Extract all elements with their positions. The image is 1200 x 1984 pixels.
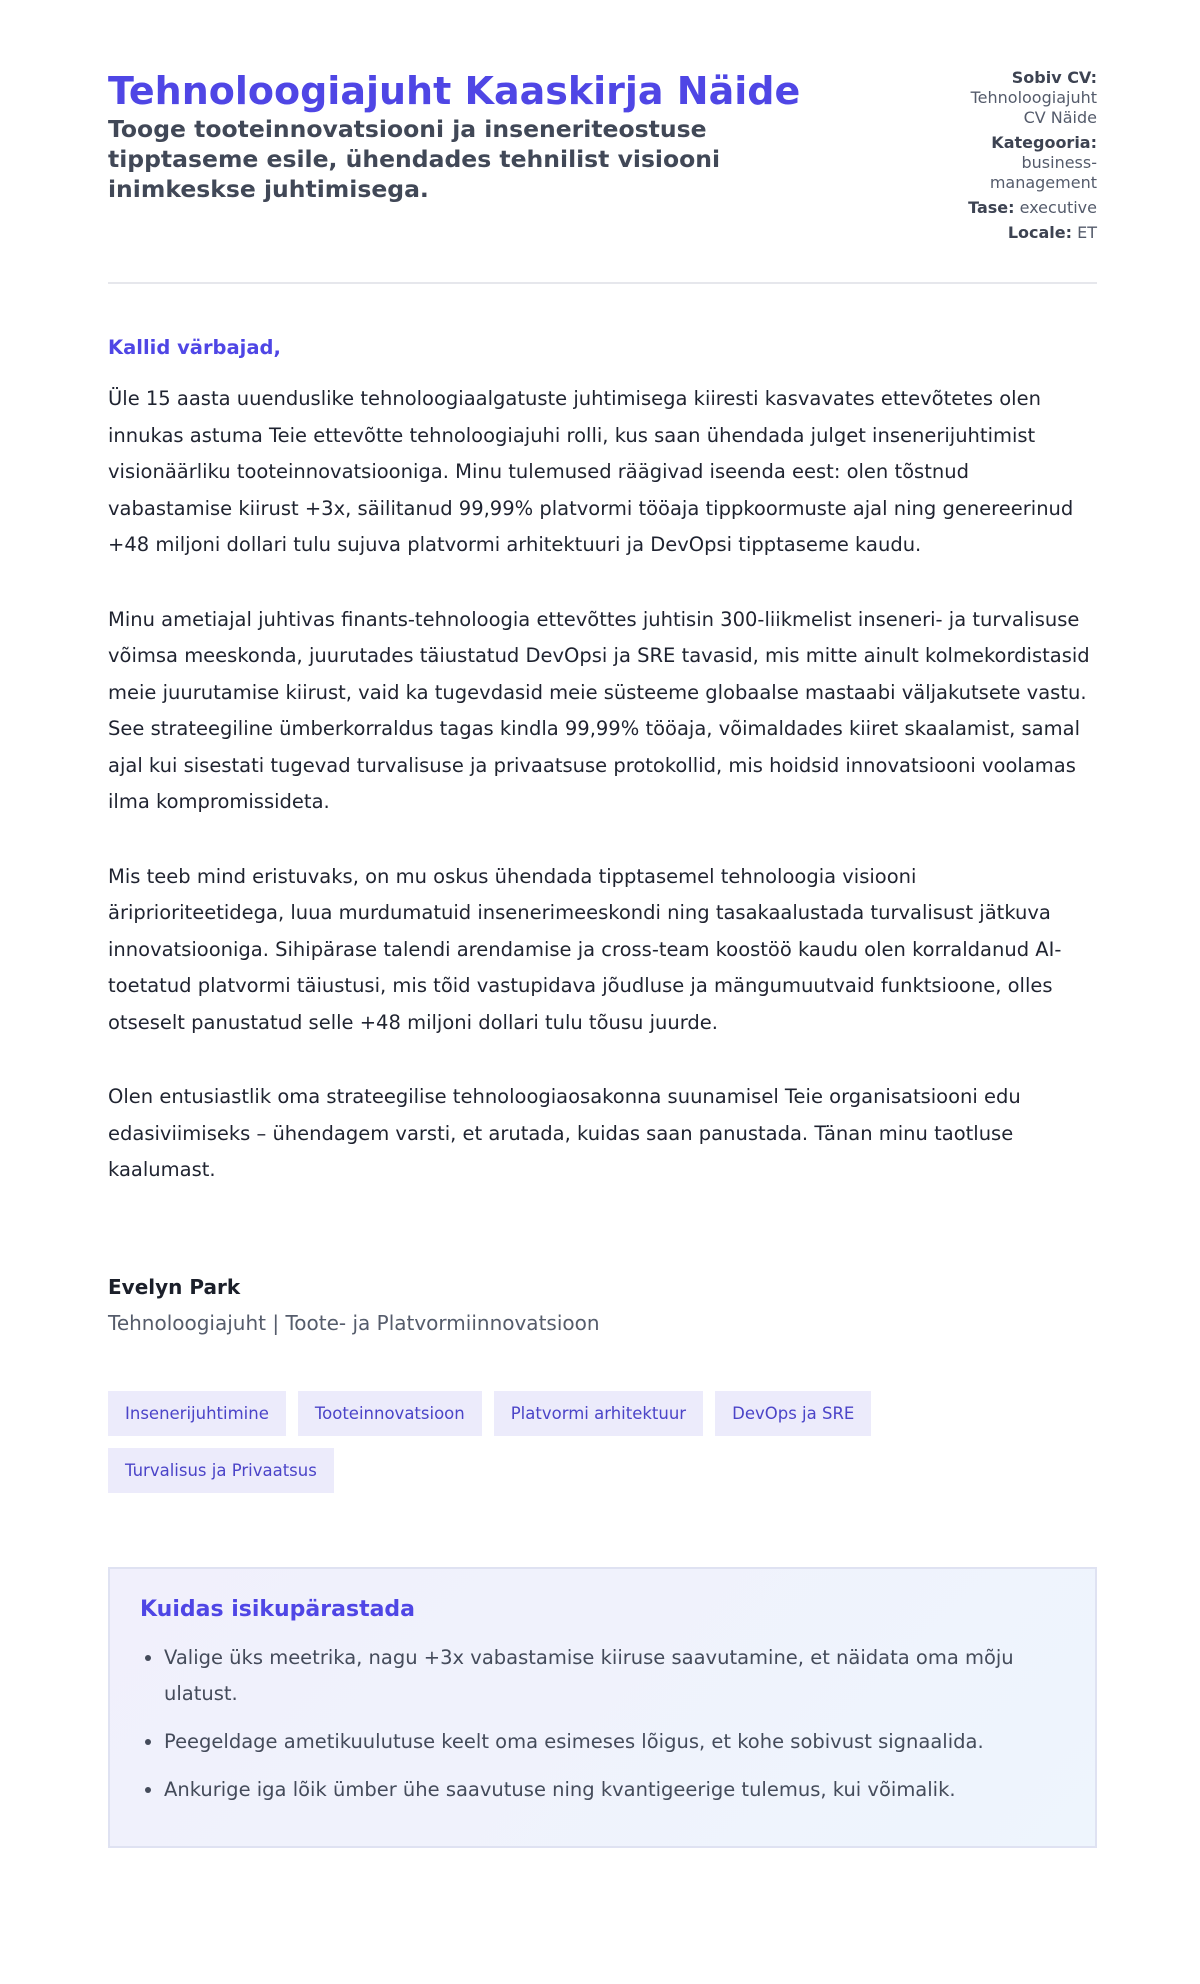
tag-list — [108, 1391, 908, 1493]
meta-locale — [947, 223, 1097, 243]
paragraph: Olen entusiastlik oma strateegilise tehnoloogiaosakonna suunamisel Teie organisatsiooni edu edasiviimiseks – ühendagem varsti, et arutada, kuidas saan panustada. Tänan minu taotluse kaalumast. — [108, 1085, 1021, 1181]
meta-value: business-management — [989, 153, 1097, 192]
meta-category — [947, 133, 1097, 193]
meta-label: Sobiv CV: — [1011, 68, 1097, 87]
meta-value: ET — [1077, 223, 1097, 242]
tag: Turvalisus ja Privaatsus — [108, 1448, 334, 1493]
meta-info — [947, 68, 1097, 248]
tag: Insenerijuhtimine — [108, 1391, 286, 1436]
signature-name: Evelyn Park — [108, 1274, 241, 1299]
greeting: Kallid värbajad, — [108, 336, 281, 359]
title-block — [108, 68, 828, 204]
tag: Tooteinnovatsioon — [298, 1391, 482, 1436]
paragraph: Minu ametiajal juhtivas finants-tehnoloogia ettevõttes juhtisin 300-liikmelist inseneri- ja turvalisuse võimsa meeskonda, juurutades täiustatud DevOpsi ja SRE tavasid, mis mitte ainult kolmekordistasid meie juurutamise kiirust, vaid ka tugevdasid meie süsteeme globaalse mastaabi väljakutsete vastu. See strateegiline ümberkorraldus tagas kindla 99,99% tööaja, võimaldades kiiret skaalamist, samal ajal kui sisestati tugevad turvalisuse ja privaatsuse protokollid, mis hoidsid innovatsiooni voolamas ilma kompromissideta. — [108, 607, 1090, 813]
tag: Platvormi arhitektuur — [494, 1391, 703, 1436]
paragraph: Üle 15 aasta uuenduslike tehnoloogiaalgatuste juhtimisega kiiresti kasvavates ettevõtetes olen innukas astuma Teie ettevõtte tehnoloogiajuhi rolli, kus saan ühendada julget insenerijuhtimist visionäärliku tooteinnovatsiooniga. Minu tulemused räägivad iseenda eest: olen tõstnud vabastamise kiirust +3x, säilitanud 99,99% platvormi tööaja tippkoormuste ajal ning genereerinud +48 miljoni dollari tulu sujuva platvormi arhitektuuri ja DevOpsi tipptaseme kaudu. — [108, 387, 1074, 556]
page-title: Tehnoloogiajuht Kaaskirja Näide — [108, 69, 801, 113]
meta-label: Locale: — [1007, 223, 1073, 242]
tips-list — [140, 1640, 1065, 1808]
tag: DevOps ja SRE — [715, 1391, 871, 1436]
tip-item: • Peegeldage ametikuulutuse keelt oma esimeses lõigus, et kohe sobivust signaalida. — [164, 1724, 1065, 1760]
tip-item: • Valige üks meetrika, nagu +3x vabastamise kiiruse saavutamine, et näidata oma mõju ulatust. — [164, 1640, 1065, 1712]
meta-label: Tase: — [968, 198, 1015, 217]
meta-value: executive — [1019, 198, 1097, 217]
header — [108, 68, 1097, 284]
tips-box — [108, 1567, 1097, 1848]
meta-label: Kategooria: — [991, 133, 1097, 152]
paragraph: Mis teeb mind eristuvaks, on mu oskus ühendada tipptasemel tehnoloogia visiooni äriprioriteetidega, luua murdumatuid insenerimeeskondi ning tasakaalustada turvalisust jätkuva innovatsiooniga. Sihipärase talendi arendamise ja cross-team koostöö kaudu olen korraldanud AI-toetatud platvormi täiustusi, mis tõid vastupidava jõudluse ja mängumuutvaid funktsioone, olles otseselt panustatud selle +48 miljoni dollari tulu tõusu juurde. — [108, 864, 1062, 1034]
meta-level — [947, 198, 1097, 218]
meta-value: Tehnoloogiajuht CV Näide — [970, 88, 1097, 127]
tip-item: • Ankurige iga lõik ümber ühe saavutuse ning kvantigeerige tulemus, kui võimalik. — [164, 1772, 1065, 1808]
signature-role: Tehnoloogiajuht | Toote- ja Platvormiinnovatsioon — [108, 1310, 600, 1335]
page-subtitle: Tooge tooteinnovatsiooni ja inseneriteostuse tipptaseme esile, ühendades tehnilist visiooni inimkeskse juhtimisega. — [108, 115, 721, 203]
tips-title: Kuidas isikupärastada — [140, 1596, 416, 1622]
meta-cv — [947, 68, 1097, 128]
